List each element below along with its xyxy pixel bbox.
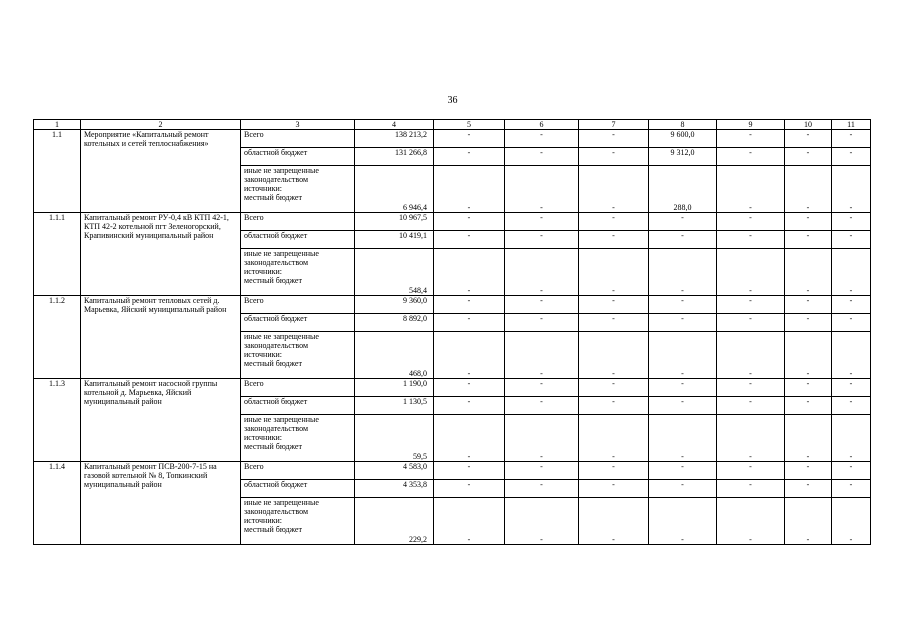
column-number: 3 xyxy=(241,120,355,130)
table-row xyxy=(34,296,871,314)
amount-cell: - xyxy=(434,213,505,231)
amount-cell: - xyxy=(832,498,871,545)
amount-cell: - xyxy=(579,231,649,249)
page-number: 36 xyxy=(447,95,458,106)
amount-cell: - xyxy=(505,332,579,379)
amount-cell: - xyxy=(579,249,649,296)
amount-cell: - xyxy=(785,379,832,397)
funding-source-line: законодательством xyxy=(244,258,309,267)
amount-cell: 229,2 xyxy=(355,498,434,545)
column-number: 5 xyxy=(434,120,505,130)
amount-cell: - xyxy=(434,415,505,462)
funding-source-line: законодательством xyxy=(244,175,309,184)
amount-cell: 9 600,0 xyxy=(649,130,717,148)
amount-cell: - xyxy=(579,213,649,231)
amount-cell: 548,4 xyxy=(355,249,434,296)
funding-source-line: иные не запрещенные xyxy=(244,498,319,507)
funding-source-line: источники: xyxy=(244,433,282,442)
amount-cell: - xyxy=(649,332,717,379)
funding-source-line: источники: xyxy=(244,184,282,193)
amount-cell: - xyxy=(832,249,871,296)
table-row xyxy=(34,213,871,231)
item-number: 1.1 xyxy=(34,130,81,213)
amount-cell: - xyxy=(434,498,505,545)
amount-cell: 8 892,0 xyxy=(355,314,434,332)
amount-cell: - xyxy=(832,231,871,249)
amount-cell: - xyxy=(579,332,649,379)
table-row xyxy=(34,379,871,397)
amount-cell: - xyxy=(649,480,717,498)
funding-source: областной бюджет xyxy=(241,314,355,332)
amount-cell: - xyxy=(785,332,832,379)
item-number: 1.1.4 xyxy=(34,462,81,545)
item-number: 1.1.1 xyxy=(34,213,81,296)
item-name: Капитальный ремонт насосной группы котельной д. Марьевка, Яйский муниципальный район xyxy=(81,379,241,462)
amount-cell: 1 130,5 xyxy=(355,397,434,415)
item-name: Капитальный ремонт РУ-0,4 кВ КТП 42-1, КТП 42-2 котельной пгт Зеленогорский, Крапивинский муниципальный район xyxy=(81,213,241,296)
funding-source-line: законодательством xyxy=(244,507,309,516)
amount-cell: - xyxy=(717,249,785,296)
amount-cell: - xyxy=(649,296,717,314)
amount-cell: - xyxy=(505,231,579,249)
funding-source: областной бюджет xyxy=(241,148,355,166)
column-number-row xyxy=(34,120,871,130)
amount-cell: - xyxy=(579,462,649,480)
amount-cell: - xyxy=(785,415,832,462)
amount-cell: - xyxy=(832,332,871,379)
funding-source xyxy=(241,415,355,462)
amount-cell: - xyxy=(832,480,871,498)
amount-cell: - xyxy=(649,213,717,231)
amount-cell: - xyxy=(434,379,505,397)
amount-cell: - xyxy=(785,249,832,296)
amount-cell: - xyxy=(505,166,579,213)
amount-cell: 9 360,0 xyxy=(355,296,434,314)
amount-cell: - xyxy=(785,480,832,498)
amount-cell: - xyxy=(505,296,579,314)
amount-cell: - xyxy=(717,415,785,462)
amount-cell: - xyxy=(505,249,579,296)
funding-source-line: источники: xyxy=(244,350,282,359)
amount-cell: - xyxy=(832,397,871,415)
amount-cell: - xyxy=(717,397,785,415)
amount-cell: - xyxy=(785,148,832,166)
amount-cell: - xyxy=(832,148,871,166)
amount-cell: - xyxy=(579,130,649,148)
amount-cell: - xyxy=(832,130,871,148)
amount-cell: - xyxy=(505,148,579,166)
funding-source-line: местный бюджет xyxy=(244,525,302,534)
amount-cell: - xyxy=(505,314,579,332)
amount-cell: - xyxy=(785,462,832,480)
amount-cell: - xyxy=(505,498,579,545)
amount-cell: - xyxy=(717,498,785,545)
item-name: Мероприятие «Капитальный ремонт котельных и сетей теплоснабжения» xyxy=(81,130,241,213)
funding-source-line: иные не запрещенные xyxy=(244,415,319,424)
funding-source-line: иные не запрещенные xyxy=(244,332,319,341)
amount-cell: - xyxy=(832,296,871,314)
amount-cell: - xyxy=(434,462,505,480)
item-number: 1.1.3 xyxy=(34,379,81,462)
amount-cell: - xyxy=(649,314,717,332)
amount-cell: 288,0 xyxy=(649,166,717,213)
amount-cell: - xyxy=(505,480,579,498)
funding-source-line: иные не запрещенные xyxy=(244,166,319,175)
amount-cell: - xyxy=(649,498,717,545)
funding-source-line: местный бюджет xyxy=(244,193,302,202)
funding-source-line: источники: xyxy=(244,516,282,525)
amount-cell: - xyxy=(717,332,785,379)
amount-cell: - xyxy=(505,397,579,415)
amount-cell: 59,5 xyxy=(355,415,434,462)
funding-source-line: местный бюджет xyxy=(244,276,302,285)
amount-cell: 468,0 xyxy=(355,332,434,379)
table-row xyxy=(34,130,871,148)
amount-cell: - xyxy=(434,148,505,166)
funding-source-line: местный бюджет xyxy=(244,359,302,368)
amount-cell: - xyxy=(434,314,505,332)
amount-cell: - xyxy=(785,231,832,249)
amount-cell: 4 353,8 xyxy=(355,480,434,498)
amount-cell: - xyxy=(434,332,505,379)
amount-cell: - xyxy=(649,379,717,397)
column-number: 1 xyxy=(34,120,81,130)
funding-source: Всего xyxy=(241,130,355,148)
amount-cell: - xyxy=(832,166,871,213)
amount-cell: - xyxy=(434,130,505,148)
funding-source: Всего xyxy=(241,462,355,480)
column-number: 4 xyxy=(355,120,434,130)
amount-cell: - xyxy=(579,397,649,415)
amount-cell: 4 583,0 xyxy=(355,462,434,480)
funding-source xyxy=(241,166,355,213)
column-number: 10 xyxy=(785,120,832,130)
amount-cell: 9 312,0 xyxy=(649,148,717,166)
column-number: 11 xyxy=(832,120,871,130)
amount-cell: - xyxy=(717,296,785,314)
column-number: 7 xyxy=(579,120,649,130)
funding-source-line: законодательством xyxy=(244,341,309,350)
amount-cell: - xyxy=(785,397,832,415)
amount-cell: - xyxy=(717,314,785,332)
amount-cell: - xyxy=(579,415,649,462)
amount-cell: - xyxy=(649,415,717,462)
amount-cell: - xyxy=(505,462,579,480)
funding-source: Всего xyxy=(241,296,355,314)
amount-cell: - xyxy=(505,213,579,231)
amount-cell: - xyxy=(785,296,832,314)
amount-cell: - xyxy=(785,213,832,231)
amount-cell: - xyxy=(717,379,785,397)
amount-cell: 10 967,5 xyxy=(355,213,434,231)
amount-cell: - xyxy=(579,148,649,166)
funding-source: Всего xyxy=(241,379,355,397)
amount-cell: - xyxy=(505,379,579,397)
amount-cell: 1 190,0 xyxy=(355,379,434,397)
amount-cell: - xyxy=(434,480,505,498)
amount-cell: - xyxy=(832,213,871,231)
amount-cell: - xyxy=(785,498,832,545)
funding-source-line: иные не запрещенные xyxy=(244,249,319,258)
amount-cell: - xyxy=(717,213,785,231)
funding-source xyxy=(241,498,355,545)
amount-cell: - xyxy=(717,462,785,480)
amount-cell: - xyxy=(579,166,649,213)
program-funding-table xyxy=(33,119,871,545)
amount-cell: - xyxy=(717,480,785,498)
amount-cell: - xyxy=(434,166,505,213)
funding-source xyxy=(241,249,355,296)
amount-cell: 6 946,4 xyxy=(355,166,434,213)
amount-cell: - xyxy=(832,379,871,397)
amount-cell: - xyxy=(434,249,505,296)
amount-cell: - xyxy=(832,462,871,480)
amount-cell: - xyxy=(649,397,717,415)
item-number: 1.1.2 xyxy=(34,296,81,379)
funding-source-line: источники: xyxy=(244,267,282,276)
amount-cell: - xyxy=(434,397,505,415)
amount-cell: - xyxy=(649,231,717,249)
amount-cell: - xyxy=(717,148,785,166)
amount-cell: - xyxy=(717,231,785,249)
amount-cell: - xyxy=(832,415,871,462)
funding-source: Всего xyxy=(241,213,355,231)
funding-source-line: законодательством xyxy=(244,424,309,433)
amount-cell: - xyxy=(434,231,505,249)
column-number: 9 xyxy=(717,120,785,130)
amount-cell: 10 419,1 xyxy=(355,231,434,249)
amount-cell: - xyxy=(505,130,579,148)
amount-cell: - xyxy=(785,314,832,332)
amount-cell: - xyxy=(505,415,579,462)
funding-source: областной бюджет xyxy=(241,231,355,249)
funding-source: областной бюджет xyxy=(241,480,355,498)
funding-source xyxy=(241,332,355,379)
amount-cell: - xyxy=(579,296,649,314)
amount-cell: - xyxy=(579,480,649,498)
amount-cell: - xyxy=(579,498,649,545)
item-name: Капитальный ремонт ПСВ-200-7-15 на газовой котельной № 8, Топкинский муниципальный район xyxy=(81,462,241,545)
amount-cell: - xyxy=(649,249,717,296)
table-row xyxy=(34,462,871,480)
funding-source-line: местный бюджет xyxy=(244,442,302,451)
funding-source: областной бюджет xyxy=(241,397,355,415)
item-name: Капитальный ремонт тепловых сетей д. Марьевка, Яйский муниципальный район xyxy=(81,296,241,379)
amount-cell: - xyxy=(832,314,871,332)
amount-cell: - xyxy=(649,462,717,480)
amount-cell: 131 266,8 xyxy=(355,148,434,166)
column-number: 2 xyxy=(81,120,241,130)
column-number: 8 xyxy=(649,120,717,130)
amount-cell: - xyxy=(785,130,832,148)
amount-cell: 138 213,2 xyxy=(355,130,434,148)
amount-cell: - xyxy=(434,296,505,314)
amount-cell: - xyxy=(717,130,785,148)
amount-cell: - xyxy=(717,166,785,213)
amount-cell: - xyxy=(785,166,832,213)
amount-cell: - xyxy=(579,314,649,332)
column-number: 6 xyxy=(505,120,579,130)
amount-cell: - xyxy=(579,379,649,397)
